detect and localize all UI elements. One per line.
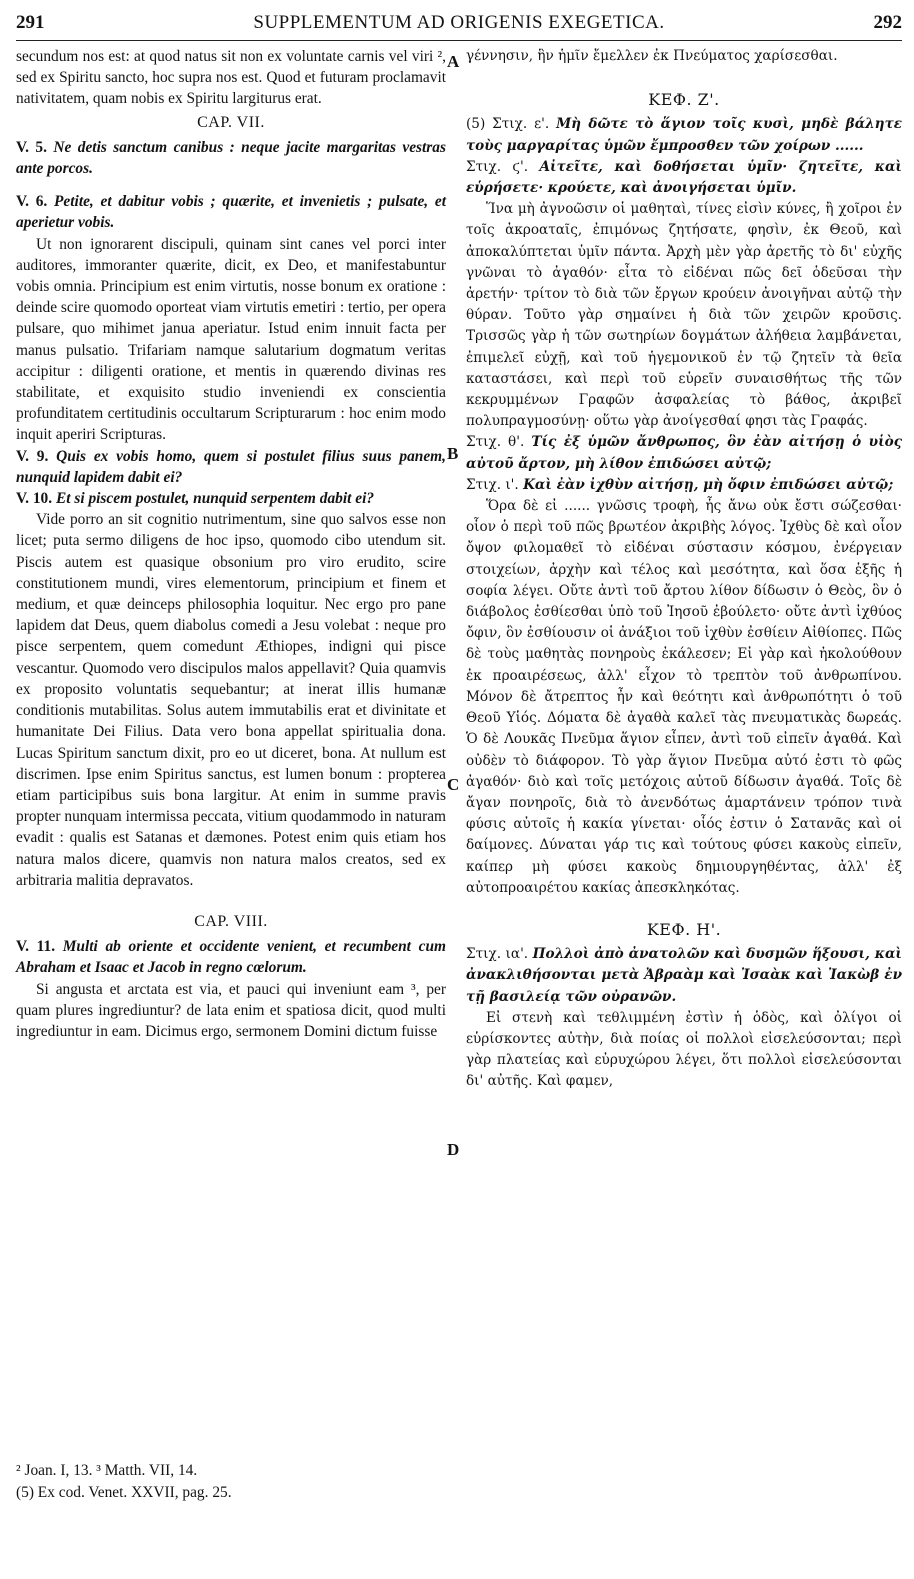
verse-text: Quis ex vobis homo, quem si postulet filius suus panem, nunquid lapidem dabit ei? bbox=[16, 447, 446, 486]
verse-number: Στιχ. ια'. bbox=[466, 946, 529, 963]
greek-paragraph-1: Ἵνα μὴ ἀγνοῶσιν οἱ μαθηταὶ, τίνες εἰσὶν κύνες, ἢ χοῖροι ἐν τοῖς ἀκροαταῖς, ἐπιμόνως ζητήσατε, φησὶν, ἐκ Θεοῦ, καὶ ἀποκαλύπτεται ὑμῖν πάντα. Ἀρχὴ μὲν γὰρ ἀρετῆς τὸ δι' εὐχῆς γνῶναι τὸ ἀγαθόν· εἶτα τὸ εἰδέναι πῶς δεῖ ὁδεῦσαι τὴν ἀρετήν· τρίτον τὸ διὰ τῶν ἔργων κρούειν ἀνοιγῆναι αὐτῷ τὴν θύραν. Τοῦτο γὰρ σημαίνει ἡ διὰ τῶν χειρῶν κροῦσις. Τρισσῶς γὰρ ἡ τῶν σωτηρίων δογμάτων ἀλήθεια λαμβάνεται, ἐπιμελεῖ εὐχῇ, καὶ τοῦ ἡγεμονικοῦ ἐν τῷ ζητεῖν τὰ θεῖα καταστάσει, καὶ περὶ τοῦ εὑρεῖν συναισθήτως τῆς τῶν κεκρυμμένων Γραφῶν ἀσφαλείας τὸ βάθος, ἀκριβεῖ πολυπραγμοσύνῃ· οὕτω γὰρ ἀνοίγεσθαί φησι τὰς Γραφάς. bbox=[466, 201, 902, 430]
verse-5 bbox=[16, 137, 446, 179]
latin-paragraph-2: Vide porro an sit cognitio nutrimentum, sine quo salvos esse non licet; puta sermo diligens de hoc ipso, quomodo cibo utendum sit. Piscis autem est quasique obsonium pro viro erudito, scire constitutionem mundi, vires elementorum, principium et finem et medium, et quæ deinceps philosophia loquitur. Nec ergo pro pane lapidem dat Deus, quem diabolus comedi a Jesu volebat : neque pro pisce serpentem, quem comedunt Æthiopes, indigni qui pisce vescantur. Quomodo vero discipulos malos appellavit? Quia quamvis ex proposito voluntatis sequebantur; at inerat illis humanæ conditionis mutabilitas. Solus autem immutabilis erat et divinitate et humanitate Dei Filius. Data vero bona appellat spiritualia dona. Lucas Spiritum sanctum dixit, pro eo ut diceret, bona. At nullum est discrimen. Ipse enim Spiritus sanctus, est lumen bonum : propterea etiam participibus suis bona largitur. At enim in summe pravis propter nunquam intermissa peccata, vitium quodammodo in naturam evadit : qualis est Satanas et dæmones. Potest enim quis etiam hos natura malos dicere, quamvis non natura malos creatos, sed ex arbitraria malitia depravatos. bbox=[16, 511, 446, 889]
latin-column bbox=[16, 46, 446, 1042]
chapter-heading-7: CAP. VII. bbox=[197, 113, 265, 131]
margin-letter-d: D bbox=[447, 1140, 460, 1159]
page-header bbox=[16, 12, 902, 42]
page-number-left: 291 bbox=[16, 12, 45, 33]
verse-number: V. 11. bbox=[16, 938, 56, 956]
verse-text: Καὶ ἐὰν ἰχθὺν αἰτήσῃ, μὴ ὄφιν ἐπιδώσει αὐτῷ; bbox=[523, 476, 894, 493]
footnotes bbox=[16, 1460, 446, 1504]
verse-6 bbox=[16, 191, 446, 233]
greek-paragraph-3: Εἰ στενὴ καὶ τεθλιμμένη ἐστὶν ἡ ὁδὸς, καὶ ὀλίγοι οἱ εὑρίσκοντες αὐτὴν, διὰ ποίας οἱ πολλοὶ εἰσελεύσονται; περὶ γὰρ πλατείας καὶ εὐρυχώρου λέγει, ὅτι πολλοὶ εἰσελεύσονται δι' αὐτῆς. Καὶ φαμεν, bbox=[466, 1009, 902, 1090]
running-title: SUPPLEMENTUM AD ORIGENIS EXEGETICA. bbox=[253, 12, 665, 33]
verse-text: Ne detis sanctum canibus : neque jacite margaritas vestras ante porcos. bbox=[16, 138, 446, 178]
verse-number: V. 10. bbox=[16, 490, 53, 508]
latin-paragraph-3: Si angusta et arctata est via, et pauci qui inveniunt eam ³, per quam plures ingrediuntur? de lata enim et spatiosa dicit, quod multi ingrediuntur in eam. Dicimus ergo, sermonem Domini dictum fuisse bbox=[16, 980, 446, 1040]
verse-number: V. 5. bbox=[16, 138, 47, 156]
footnote-source: (5) Ex cod. Venet. XXVII, pag. 25. bbox=[16, 1484, 232, 1501]
verse-number: V. 9. bbox=[16, 447, 49, 465]
verse-text: Μὴ δῶτε τὸ ἅγιον τοῖς κυσὶ, μηδὲ βάλητε τοὺς μαργαρίτας ὑμῶν ἔμπροσθεν τῶν χοίρων ...... bbox=[466, 116, 902, 154]
latin-paragraph-1: Ut non ignorarent discipuli, quinam sint canes vel porci inter auditores, immoranter quærite, dicit, ex Deo, et manifestabuntur vobis omnia. Principium est enim virtutis, nosse bonum ex oratione : deinde scire quomodo oporteat viam virtutis emetiri : tertio, per opera pulsare, quo mihimet janua aperiatur. Istud enim innuit facta per manus pulsatio. Trifariam namque salutarium dogmatum veritas accipitur : diligenti oratione, et mentis in quærendo divinas res stabilitate, et exquisito studio inveniendi ex conscientia profunditatem certitudinis occultarum Scripturarum : hoc enim modo inquit aperiri Scripturas. bbox=[16, 235, 446, 444]
verse-number: Στιχ. ι'. bbox=[466, 476, 519, 493]
chapter-heading-8: CAP. VIII. bbox=[194, 912, 268, 930]
header-rule bbox=[16, 40, 902, 41]
greek-verse-10 bbox=[466, 475, 902, 496]
margin-letter-b: B bbox=[447, 444, 459, 463]
greek-chapter-heading-7: ΚΕΦ. Ζ'. bbox=[648, 90, 720, 110]
verse-number: (5) Στιχ. ε'. bbox=[466, 116, 550, 133]
greek-paragraph-2: Ὅρα δὲ εἰ ...... γνῶσις τροφὴ, ἧς ἄνω οὐκ ἔστι σώζεσθαι· οἷον ὁ περὶ τοῦ πῶς βρωτέον ἀκριβὴς λόγος. Ἰχθὺς δὲ καὶ οἷον ὄψον φιλομαθεῖ τὸ εἰδέναι σύστασιν κόσμου, ἐνέργειαν στοιχείων, ἀρχὴν καὶ τέλος καὶ μεσότητα, καὶ ὅσα ἑξῆς ἡ σοφία λέγει. Οὔτε ἀντὶ τοῦ ἄρτου λίθον δίδωσιν ὁ Θεὸς, ὃν ὁ διάβολος ἐσθίεσθαι ὑπὸ τοῦ Ἰησοῦ ἐβούλετο· οὔτε ἀντὶ ἰχθύος ὄφιν, ὃν ἐσθίουσιν οἱ ἀνάξιοι τοῦ ἰχθὺν ἐσθίειν Αἰθίοπες. Πῶς δὲ τοὺς μαθητὰς πονηροὺς ἐκάλεσεν; Εἰ γὰρ καὶ ἠκολούθουν ἐκ προαιρέσεως, ἀλλ' εἶχον τὸ τρεπτὸν τοῦ ἀνθρωπίνου. Μόνον δὲ ἄτρεπτος ἦν καὶ θεότητι καὶ ἀνθρωπότητι ὁ τοῦ Θεοῦ Υἱός. Δόματα δὲ ἀγαθὰ καλεῖ τὰς πνευματικὰς δωρεάς. Ὁ δὲ Λουκᾶς Πνεῦμα ἅγιον εἶπεν, ἀντὶ τοῦ εἰπεῖν ἀγαθά. Καὶ οὐδὲν τὸ διάφορον. Τὸ γὰρ ἅγιον Πνεῦμα αὐτό ἐστι τὸ φῶς ἀγαθόν· διὸ καὶ τοῖς μετόχοις αὐτοῦ δίδωσιν ἀγαθά. Τοῖς δὲ ἄγαν πονηροῖς, διὰ τὸ ἀνενδότως ἁμαρτάνειν τρόπον τινὰ φύσις αὐτοῖς ἡ κακία γίνεται· οἷός ἐστιν ὁ Σατανᾶς καὶ οἱ δαίμονες. Δύναται γάρ τις καὶ τούτους φύσει κακοὺς εἰπεῖν, καίπερ μὴ φύσει κακοὺς δημιουργηθέντας, ἀλλ' ἐξ αὐτοπροαιρέτου κακίας ἀπεσκληκότας. bbox=[466, 498, 902, 896]
verse-number: Στιχ. ϛ'. bbox=[466, 158, 529, 175]
verse-number: V. 6. bbox=[16, 193, 48, 211]
greek-verse-9 bbox=[466, 432, 902, 474]
verse-number: Στιχ. θ'. bbox=[466, 434, 525, 451]
page-number-right: 292 bbox=[873, 12, 902, 33]
footnote-references: ² Joan. I, 13. ³ Matth. VII, 14. bbox=[16, 1462, 198, 1479]
greek-verse-6 bbox=[466, 157, 902, 199]
greek-column bbox=[466, 46, 902, 1093]
greek-verse-5 bbox=[466, 114, 902, 156]
verse-10 bbox=[16, 488, 446, 509]
verse-text: Πολλοὶ ἀπὸ ἀνατολῶν καὶ δυσμῶν ἥξουσι, καὶ ἀνακλιθήσονται μετὰ Ἀβραὰμ καὶ Ἰσαὰκ καὶ Ἰακὼβ ἐν τῇ βασιλείᾳ τῶν οὐρανῶν. bbox=[466, 946, 902, 1005]
verse-text: Αἰτεῖτε, καὶ δοθήσεται ὑμῖν· ζητεῖτε, καὶ εὑρήσετε· κρούετε, καὶ ἀνοιγήσεται ὑμῖν. bbox=[466, 158, 902, 197]
greek-intro: γέννησιν, ἣν ἡμῖν ἔμελλεν ἐκ Πνεύματος χαρίσεσθαι. bbox=[466, 48, 838, 64]
verse-text: Petite, et dabitur vobis ; quærite, et invenietis ; pulsate, et aperietur vobis. bbox=[16, 193, 446, 232]
verse-11 bbox=[16, 936, 446, 978]
verse-text: Τίς ἐξ ὑμῶν ἄνθρωπος, ὃν ἐὰν αἰτήσῃ ὁ υἱὸς αὐτοῦ ἄρτον, μὴ λίθον ἐπιδώσει αὐτῷ; bbox=[466, 434, 902, 472]
verse-text: Et si piscem postulet, nunquid serpentem dabit ei? bbox=[55, 490, 375, 508]
greek-chapter-heading-8: ΚΕΦ. Η'. bbox=[646, 919, 722, 939]
margin-letter-c: C bbox=[447, 775, 460, 794]
verse-9 bbox=[16, 446, 446, 488]
verse-text: Multi ab oriente et occidente venient, et recumbent cum Abraham et Isaac et Jacob in regno cœlorum. bbox=[16, 938, 446, 977]
latin-intro: secundum nos est: at quod natus sit non ex voluntate carnis vel viri ², sed ex Spiritu sancto, hoc supra nos est. Quod et futuram proclamavit nativitatem, quam nobis ex Spiritu largiturus erat. bbox=[16, 48, 446, 108]
greek-verse-11 bbox=[466, 944, 902, 1008]
margin-letter-a: A bbox=[447, 52, 460, 71]
